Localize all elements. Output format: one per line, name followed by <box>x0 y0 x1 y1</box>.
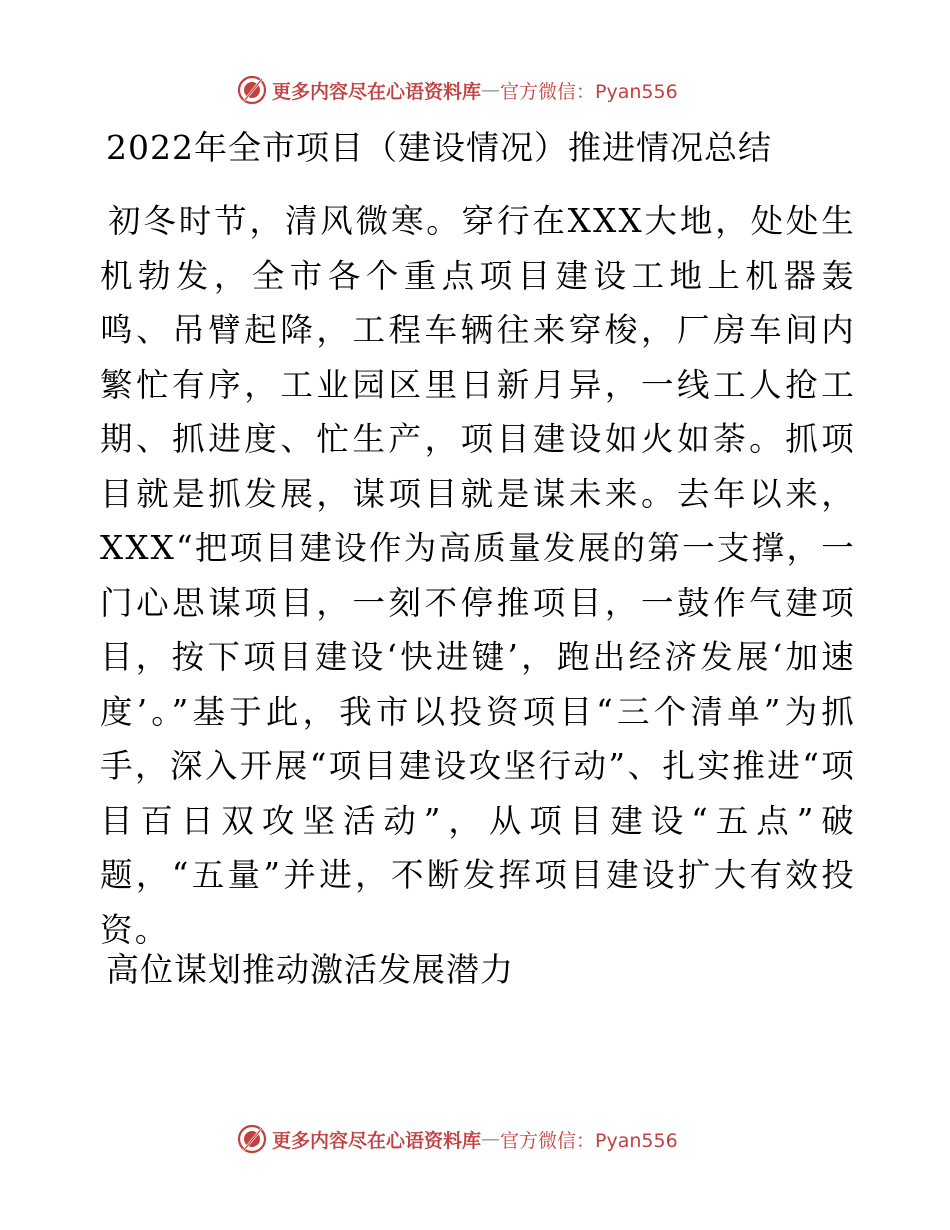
body-paragraph: 初冬时节，清风微寒。穿行在XXX大地，处处生机勃发，全市各个重点项目建设工地上机器轰鸣、吊臂起降，工程车辆往来穿梭，厂房车间内繁忙有序，工业园区里日新月异，一线工人抢工期、抓进度、忙生产，项目建设如火如荼。抓项目就是抓发展，谋项目就是谋未来。去年以来，XXX“把项目建设作为高质量发展的第一支撑，一门心思谋项目，一刻不停推项目，一鼓作气建项目，按下项目建设‘快进键’，跑出经济发展‘加速度’。”基于此，我市以投资项目“三个清单”为抓手，深入开展“项目建设攻坚行动”、扎实推进“项目百日双攻坚活动”，从项目建设“五点”破题，“五量”并进，不断发挥项目建设扩大有效投资。 <box>100 202 856 949</box>
quill-logo-icon <box>236 74 268 106</box>
watermark-main-text: 更多内容尽在心语资料库 <box>272 1129 482 1152</box>
watermark-main-text: 更多内容尽在心语资料库 <box>272 80 482 103</box>
watermark-separator: — <box>481 1128 501 1150</box>
section-heading: 高位谋划推动激活发展潜力 <box>106 950 514 989</box>
document-title: 2022年全市项目（建设情况）推进情况总结 <box>106 128 772 167</box>
quill-logo-icon <box>236 1123 268 1155</box>
watermark-header <box>236 72 678 108</box>
watermark-wechat-text: 官方微信：Pyan556 <box>500 1129 678 1152</box>
watermark-footer <box>236 1121 678 1157</box>
watermark-wechat-text: 官方微信：Pyan556 <box>500 80 678 103</box>
watermark-separator: — <box>481 79 501 101</box>
